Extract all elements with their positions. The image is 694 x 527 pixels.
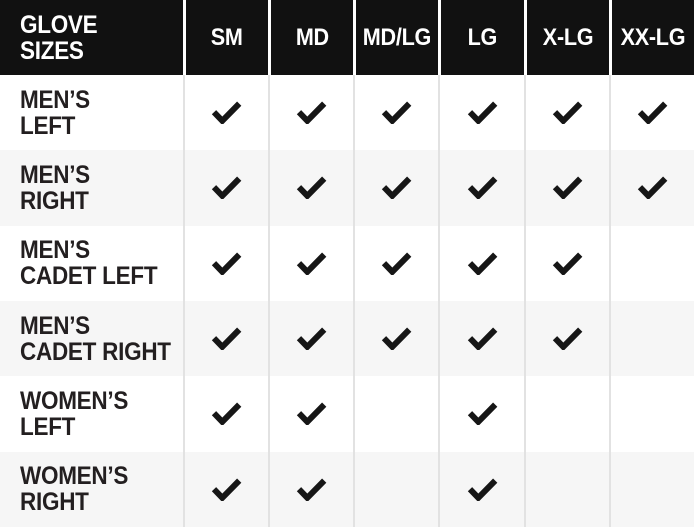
check-cell [438, 226, 523, 301]
column-header-lg [438, 0, 523, 75]
check-icon [211, 327, 242, 350]
check-icon [381, 101, 412, 124]
check-cell [438, 75, 523, 150]
check-cell [609, 376, 694, 451]
check-icon [467, 327, 498, 350]
check-icon [552, 252, 583, 275]
column-header-md [268, 0, 353, 75]
check-icon [381, 252, 412, 275]
check-icon [296, 402, 327, 425]
check-icon [467, 252, 498, 275]
column-header-label: X-LG [542, 23, 594, 51]
check-cell [438, 150, 523, 225]
check-icon [552, 101, 583, 124]
row-label [0, 301, 183, 376]
check-cell [353, 452, 438, 527]
check-cell [353, 150, 438, 225]
check-cell [268, 75, 353, 150]
corner-title-line: GLOVE [20, 10, 98, 39]
row-label [0, 376, 183, 451]
check-icon [296, 101, 327, 124]
check-cell [183, 301, 268, 376]
check-cell [524, 452, 609, 527]
table-row-womens-right [0, 452, 694, 527]
check-cell [353, 226, 438, 301]
column-header-label: LG [467, 23, 498, 51]
table-row-mens-right [0, 150, 694, 225]
row-label-line: MEN’S [20, 160, 90, 189]
row-label [0, 226, 183, 301]
check-icon [211, 252, 242, 275]
check-cell [524, 226, 609, 301]
table-row-mens-left [0, 75, 694, 150]
check-cell [183, 376, 268, 451]
check-icon [211, 101, 242, 124]
check-cell [183, 226, 268, 301]
row-label-line: RIGHT [20, 488, 89, 517]
row-label [0, 452, 183, 527]
check-cell [268, 376, 353, 451]
check-cell [183, 75, 268, 150]
row-label-line: CADET RIGHT [20, 337, 171, 366]
row-label-line: CADET LEFT [20, 262, 158, 291]
check-icon [552, 176, 583, 199]
check-icon [467, 402, 498, 425]
check-cell [438, 301, 523, 376]
check-cell [609, 452, 694, 527]
check-cell [524, 301, 609, 376]
column-header-sm [183, 0, 268, 75]
table-row-mens-cadet-left [0, 226, 694, 301]
check-cell [353, 75, 438, 150]
column-header-label: MD [295, 23, 329, 51]
check-cell [268, 226, 353, 301]
check-icon [211, 402, 242, 425]
table-row-mens-cadet-right [0, 301, 694, 376]
check-icon [296, 176, 327, 199]
check-cell [353, 301, 438, 376]
column-header-label: XX-LG [620, 23, 686, 51]
row-label-line: MEN’S [20, 236, 90, 265]
check-cell [609, 150, 694, 225]
row-label [0, 75, 183, 150]
check-icon [637, 176, 668, 199]
check-cell [524, 150, 609, 225]
column-header-label: MD/LG [363, 23, 432, 51]
row-label-line: WOMEN’S [20, 462, 129, 491]
check-cell [609, 301, 694, 376]
column-header-label: SM [211, 23, 244, 51]
check-icon [467, 478, 498, 501]
row-label-line: MEN’S [20, 311, 90, 340]
check-icon [296, 478, 327, 501]
check-cell [524, 75, 609, 150]
row-label-line: WOMEN’S [20, 386, 129, 415]
check-cell [183, 452, 268, 527]
corner-title [0, 0, 183, 75]
check-icon [211, 478, 242, 501]
row-label-line: RIGHT [20, 186, 89, 215]
table-row-womens-left [0, 376, 694, 451]
column-header-md-lg [353, 0, 438, 75]
check-cell [609, 226, 694, 301]
check-icon [381, 176, 412, 199]
check-icon [381, 327, 412, 350]
corner-title-line: SIZES [20, 36, 84, 65]
check-icon [211, 176, 242, 199]
check-cell [609, 75, 694, 150]
row-label-line: LEFT [20, 412, 76, 441]
check-cell [524, 376, 609, 451]
check-cell [183, 150, 268, 225]
column-header-xx-lg [609, 0, 694, 75]
check-cell [438, 452, 523, 527]
check-cell [353, 376, 438, 451]
row-label-line: MEN’S [20, 85, 90, 114]
row-label [0, 150, 183, 225]
check-icon [467, 101, 498, 124]
check-icon [637, 101, 668, 124]
check-icon [552, 327, 583, 350]
row-label-line: LEFT [20, 111, 76, 140]
check-icon [467, 176, 498, 199]
check-icon [296, 327, 327, 350]
check-cell [268, 301, 353, 376]
column-header-x-lg [524, 0, 609, 75]
check-cell [438, 376, 523, 451]
check-icon [296, 252, 327, 275]
table-header-row [0, 0, 694, 75]
check-cell [268, 150, 353, 225]
check-cell [268, 452, 353, 527]
